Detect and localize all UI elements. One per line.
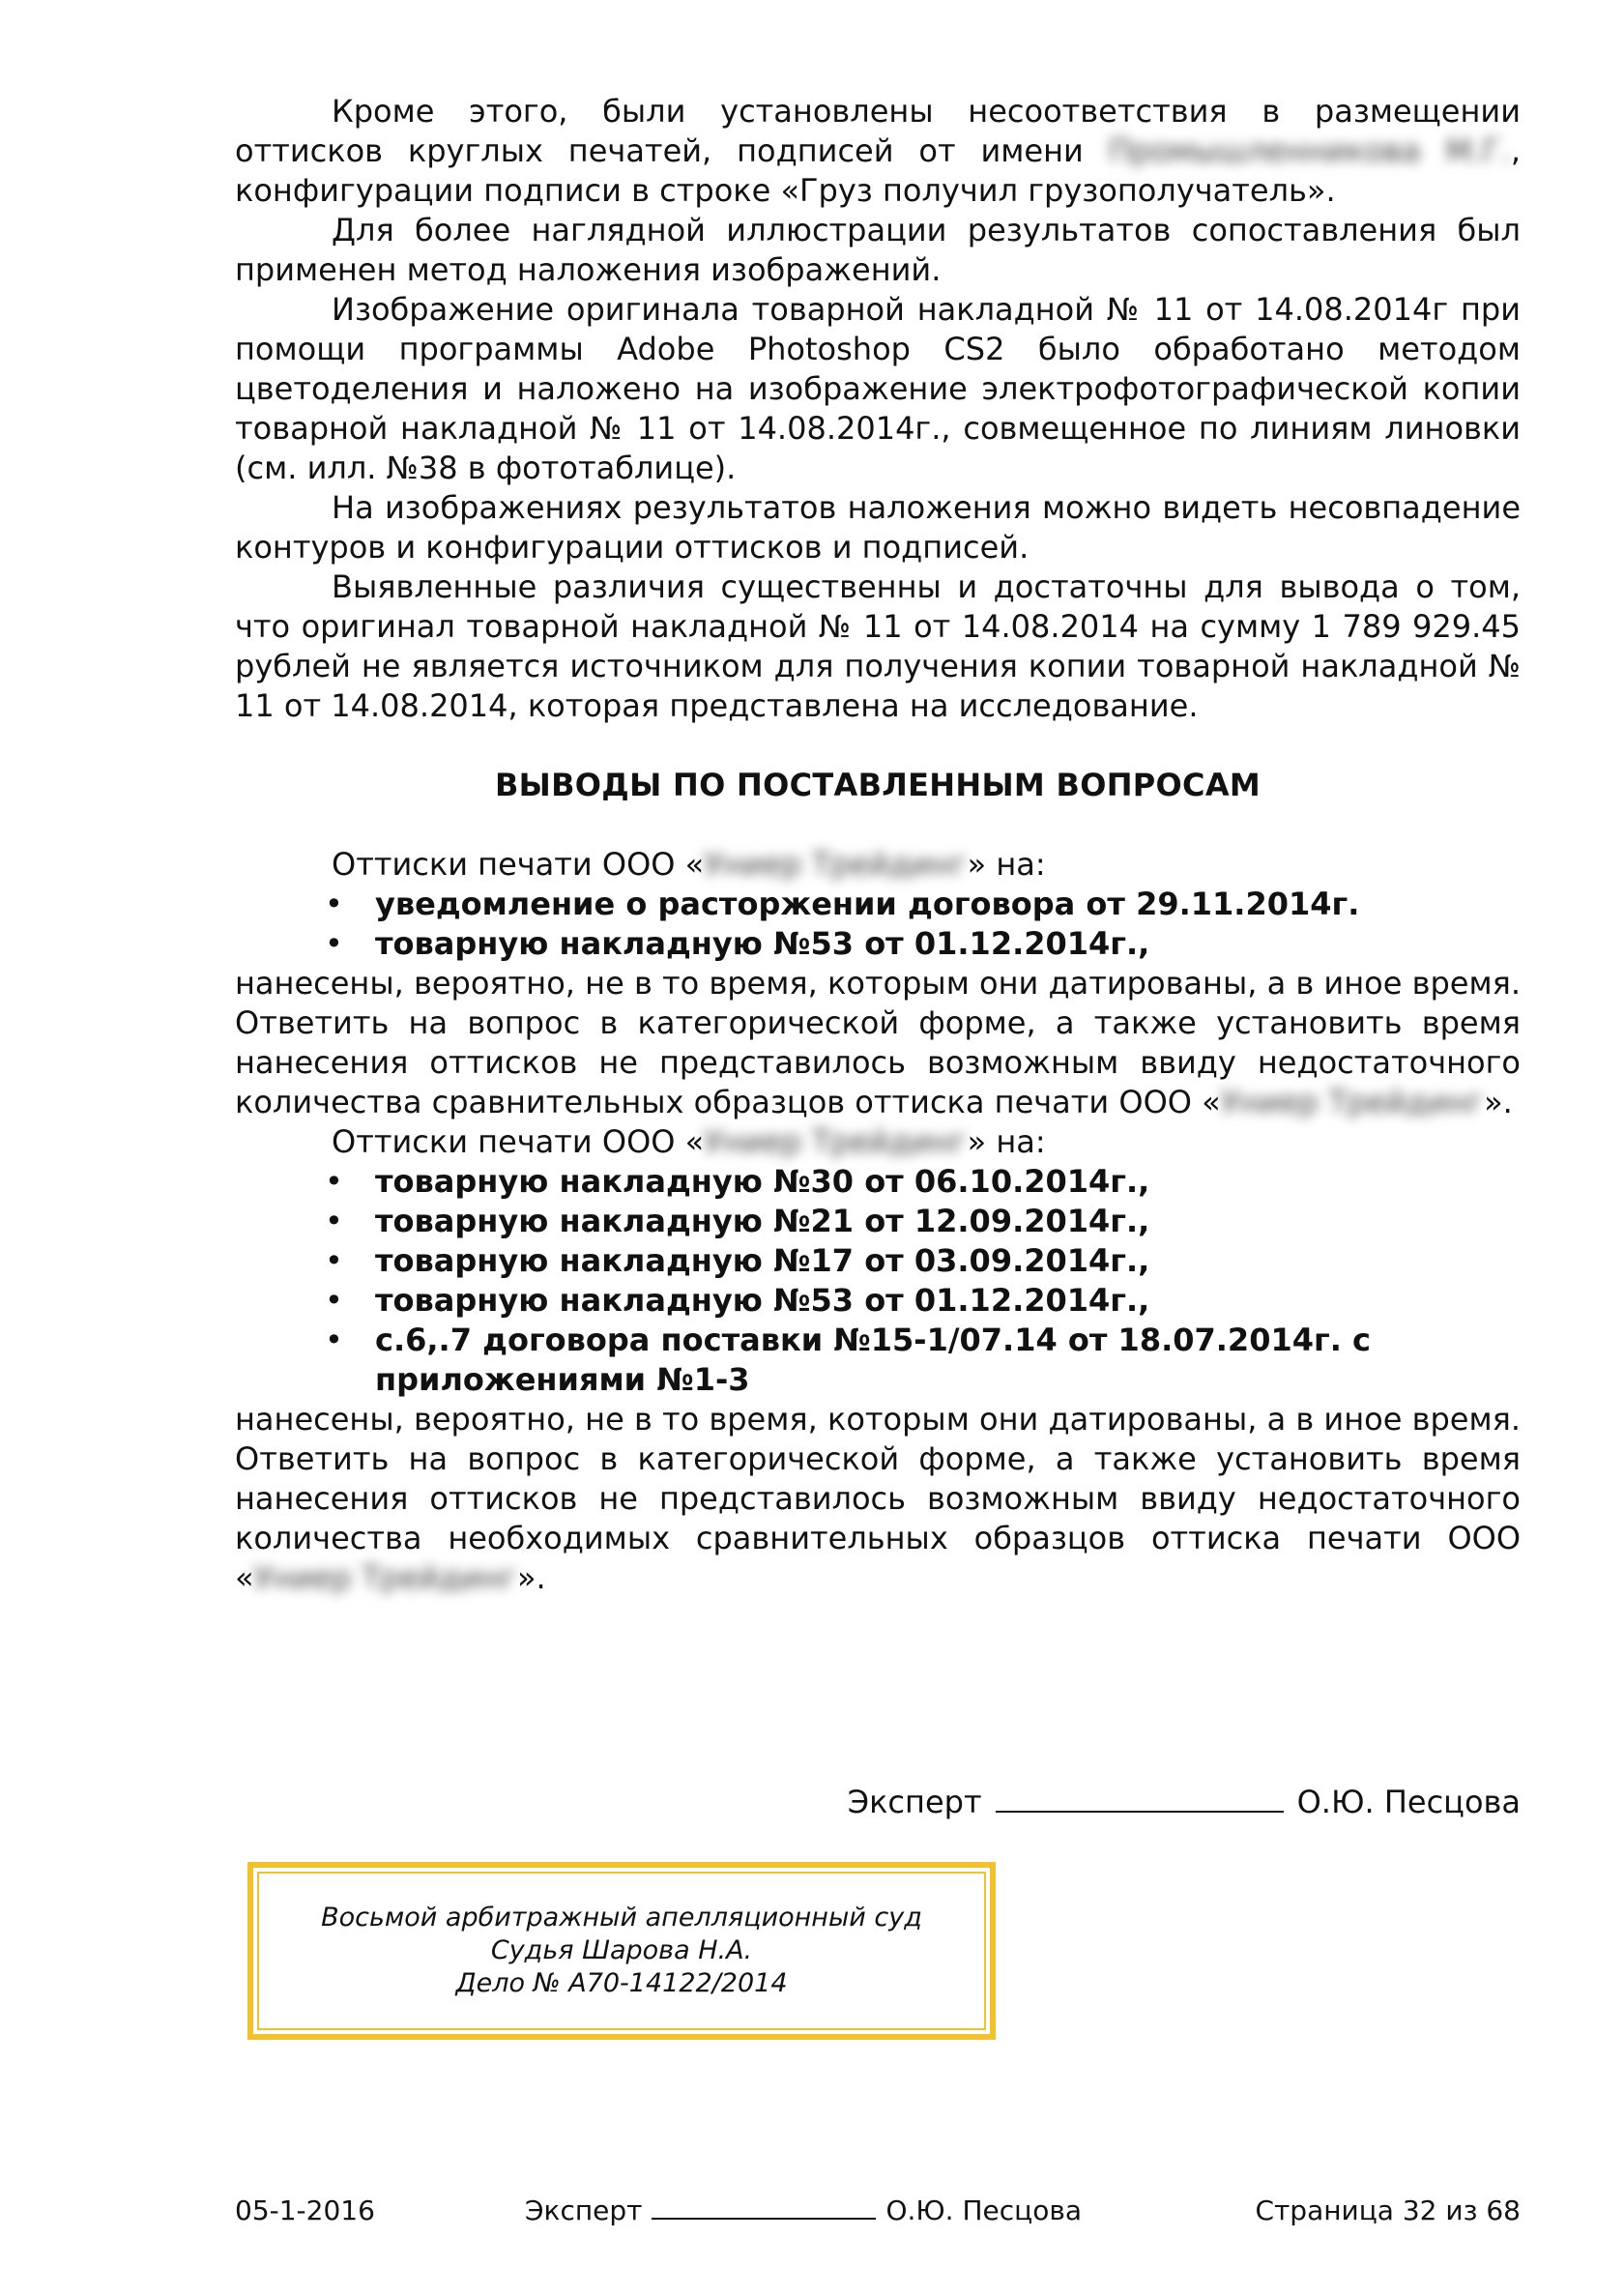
bullet-icon: • [325, 1322, 343, 1358]
bullet-icon: • [325, 1163, 343, 1200]
conclusions-heading: ВЫВОДЫ ПО ПОСТАВЛЕННЫМ ВОПРОСАМ [494, 767, 1262, 803]
conclusion-text: нанесены, вероятно, не в то время, которым они датированы, а в иное время. Ответить на вопрос в категорической форме, а также установить время нанесения оттисков не представилось возможным ввиду недостаточного количества сравнительных образцов оттиска печати ООО « [235, 965, 1521, 1120]
footer-date: 05-1-2016 [235, 2194, 375, 2226]
paragraph-text: Кроме этого, были установлены несоответствия в размещении оттисков круглых печатей, подписей от имени [235, 93, 1521, 169]
paragraph-mismatch [235, 92, 1521, 211]
signature-role: Эксперт [847, 1784, 982, 1820]
paragraph-overlay-method: Для более наглядной иллюстрации результатов сопоставления был применен метод наложения изображений. [235, 212, 1521, 288]
paragraph-overlay-results: На изображениях результатов наложения можно видеть несовпадение контуров и конфигурации оттисков и подписей. [235, 489, 1521, 566]
list-item [325, 924, 1521, 964]
stamp-judge: Судья Шарова Н.А. [490, 1935, 753, 1965]
list-item-text: товарную накладную №21 от 12.09.2014г., [375, 1203, 1150, 1239]
list-item-text: товарную накладную №53 от 01.12.2014г., [375, 925, 1150, 962]
expert-signature [848, 1782, 1521, 1822]
list-item [325, 1321, 1521, 1400]
bullet-icon: • [325, 1203, 343, 1239]
paragraph-text: , конфигурации подписи в строке «Груз получил грузополучатель». [235, 132, 1522, 209]
redacted-company: Униер Трейдинг [704, 846, 968, 883]
list-item [325, 1281, 1521, 1321]
list-item [325, 1202, 1521, 1241]
bullet-icon: • [325, 1282, 343, 1319]
list-item [325, 885, 1521, 924]
list-item [325, 1162, 1521, 1202]
signature-name: О.Ю. Песцова [1296, 1784, 1521, 1820]
conclusion-text: нанесены, вероятно, не в то время, которым они датированы, а в иное время. Ответить на вопрос в категорической форме, а также установить время нанесения оттисков не представилось возможным ввиду недостаточного количества необходимых сравнительных образцов оттиска печати ООО « [235, 1401, 1521, 1596]
list-item [325, 1241, 1521, 1281]
intro-text: » на: [967, 1123, 1046, 1160]
footer-name: О.Ю. Песцова [885, 2194, 1082, 2226]
paragraph-photoshop: Изображение оригинала товарной накладной № 11 от 14.08.2014г при помощи программы Adobe Photoshop CS2 было обработано методом цветоделения и наложено на изображение электрофотографической копии товарной накладной № 11 от 14.08.2014г., совмещенное по линиям линовки (см. илл. №38 в фототаблице). [235, 291, 1521, 486]
court-stamp [247, 1862, 996, 2040]
footer-signature-line [652, 2193, 876, 2220]
signature-line [996, 1782, 1284, 1813]
conclusion2-text [235, 1400, 1521, 1598]
stamp-case-number: Дело № А70-14122/2014 [455, 1968, 788, 1998]
list-item-text: товарную накладную №30 от 06.10.2014г., [375, 1163, 1150, 1200]
page-number: Страница 32 из 68 [1255, 2194, 1521, 2226]
court-stamp-inner [257, 1872, 986, 2030]
intro-text: Оттиски печати ООО « [332, 1123, 705, 1160]
list-item-text: уведомление о расторжении договора от 29.11.2014г. [375, 886, 1360, 922]
bullet-icon: • [325, 925, 343, 962]
page-footer [235, 2192, 1521, 2230]
bullet-icon: • [325, 886, 343, 922]
redacted-company: Униер Трейдинг [1220, 1084, 1485, 1120]
bullet-icon: • [325, 1242, 343, 1279]
list-item-text: товарную накладную №53 от 01.12.2014г., [375, 1282, 1150, 1319]
conclusion1-list [235, 885, 1521, 964]
document-page [235, 92, 1521, 1598]
intro-text: » на: [967, 846, 1046, 883]
paragraph-differences: Выявленные различия существенны и достаточны для вывода о том, что оригинал товарной накладной № 11 от 14.08.2014 на сумму 1 789 929.45 рублей не является источником для получения копии товарной накладной № 11 от 14.08.2014, которая представлена на исследование. [235, 568, 1521, 724]
list-item-text: товарную накладную №17 от 03.09.2014г., [375, 1242, 1150, 1279]
list-item-text: с.6,.7 договора поставки №15-1/07.14 от 18.07.2014г. с приложениями №1-3 [375, 1322, 1371, 1398]
conclusion2-intro [235, 1122, 1521, 1162]
redacted-name: Промышленникова М.Г. [1108, 132, 1511, 169]
conclusion1-intro [235, 845, 1521, 885]
conclusion-text: ». [1484, 1084, 1513, 1120]
redacted-company: Униер Трейдинг [253, 1559, 517, 1596]
intro-text: Оттиски печати ООО « [332, 846, 705, 883]
conclusion1-text [235, 964, 1521, 1122]
conclusion-text: ». [516, 1559, 546, 1596]
footer-signature [525, 2192, 1082, 2230]
stamp-court-name: Восьмой арбитражный апелляционный суд [321, 1903, 922, 1933]
footer-role: Эксперт [525, 2194, 643, 2226]
redacted-company: Униер Трейдинг [704, 1123, 968, 1160]
conclusion2-list [235, 1162, 1521, 1400]
